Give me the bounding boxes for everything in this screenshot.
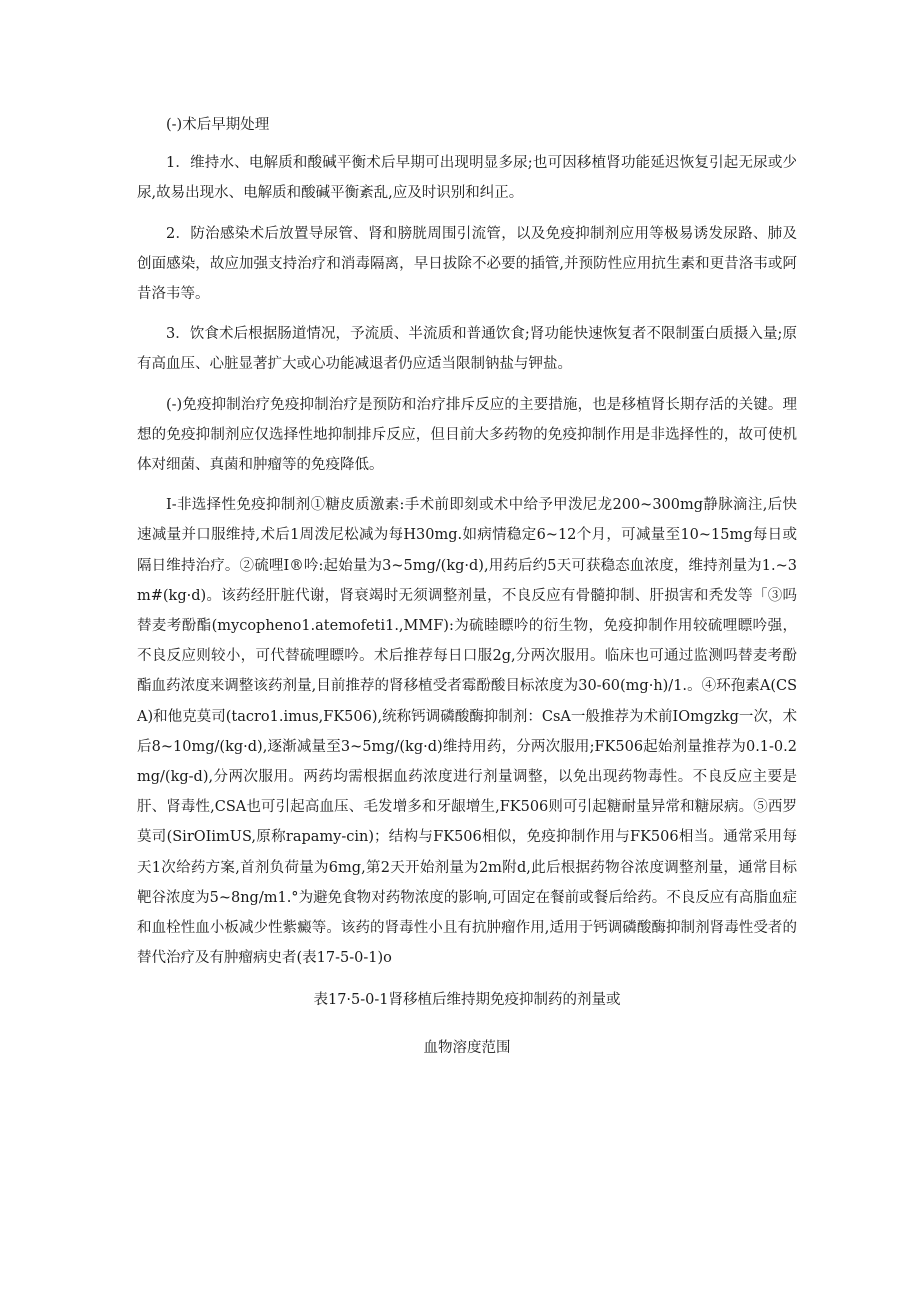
document-page bbox=[137, 110, 797, 1063]
table-caption-line1: 表17·5-0-1肾移植后维持期免疫抑制药的剂量或 bbox=[313, 992, 621, 1009]
paragraph-infection-prevention: 2．防治感染术后放置导尿管、肾和膀胱周围引流管，以及免疫抑制剂应用等极易诱发尿路、肺及创面感染，故应加强支持治疗和消毒隔离，早日拔除不必要的插管,并预防性应用抗生素和更昔洛韦或阿昔洛韦等。 bbox=[137, 225, 797, 303]
paragraph-nonselective-agents: I-非选择性免疫抑制剂①糖皮质激素:手术前即刻或术中给予甲泼尼龙200~300mg静脉滴注,后快速减量并口服维持,术后1周泼尼松减为每H30mg.如病情稳定6~12个月，可减量至10~15mg每日或隔日维持治疗。②硫哩I®吟:起始量为3~5mg/(kg·d),用药后约5天可获稳态血浓度，维持剂量为1.~3m#(kg·d)。该药经肝脏代谢，肾衰竭时无须调整剂量，不良反应有骨髓抑制、肝损害和秃发等「③吗替麦考酚酯(mycopheno1.atemofeti1.,MMF):为硫睦瞟吟的衍生物，免疫抑制作用较硫哩瞟吟强，不良反应则较小，可代替硫哩瞟吟。术后推荐每日口服2g,分两次服用。临床也可通过监测吗替麦考酚酯血药浓度来调整该药剂量,目前推荐的肾移植受者霉酚酸目标浓度为30-60(mg·h)/1.。④环孢素A(CSA)和他克莫司(tacro1.imus,FK506),统称钙调磷酸酶抑制剂：CsA一般推荐为术前IOmgzkg一次，术后8~10mg/(kg·d),逐渐减量至3~5mg/(kg·d)维持用药，分两次服用;FK506起始剂量推荐为0.1-0.2mg/(kg-d),分两次服用。两药均需根据血药浓度进行剂量调整，以免出现药物毒性。不良反应主要是肝、肾毒性,CSA也可引起高血压、毛发增多和牙龈增生,FK506则可引起糖耐量异常和糖尿病。⑤西罗莫司(SirOIimUS,原称rapamy-cin)；结构与FK506相似，免疫抑制作用与FK506相当。通常采用每天1次给药方案,首剂负荷量为6mg,第2天开始剂量为2m附d,此后根据药物谷浓度调整剂量，通常目标靶谷浓度为5~8ng/m1.°为避免食物对药物浓度的影响,可固定在餐前或餐后给药。不良反应有高脂血症和血栓性血小板减少性紫癜等。该药的肾毒性小且有抗肿瘤作用,适用于钙调磷酸酶抑制剂肾毒性受者的替代治疗及有肿瘤病史者(表17-5-0-1)o bbox=[137, 497, 797, 967]
paragraph-fluid-balance: 1．维持水、电解质和酸碱平衡术后早期可出现明显多尿;也可因移植肾功能延迟恢复引起无尿或少尿,故易出现水、电解质和酸碱平衡紊乱,应及时识别和纠正。 bbox=[137, 155, 797, 202]
table-caption-line2: 血物溶度范围 bbox=[423, 1040, 511, 1057]
paragraph-immunosuppression: (-)免疫抑制治疗免疫抑制治疗是预防和治疗排斥反应的主要措施，也是移植肾长期存活的关键。理想的免疫抑制剂应仅选择性地抑制排斥反应，但目前大多药物的免疫抑制作用是非选择性的，故可使机体对细菌、真菌和肿瘤等的免疫降低。 bbox=[137, 396, 797, 474]
paragraph-diet: 3．饮食术后根据肠道情况，予流质、半流质和普通饮食;肾功能快速恢复者不限制蛋白质摄入量;原有高血压、心脏显著扩大或心功能减退者仍应适当限制钠盐与钾盐。 bbox=[137, 326, 797, 373]
section-heading-postop: (-)术后早期处理 bbox=[166, 117, 270, 133]
